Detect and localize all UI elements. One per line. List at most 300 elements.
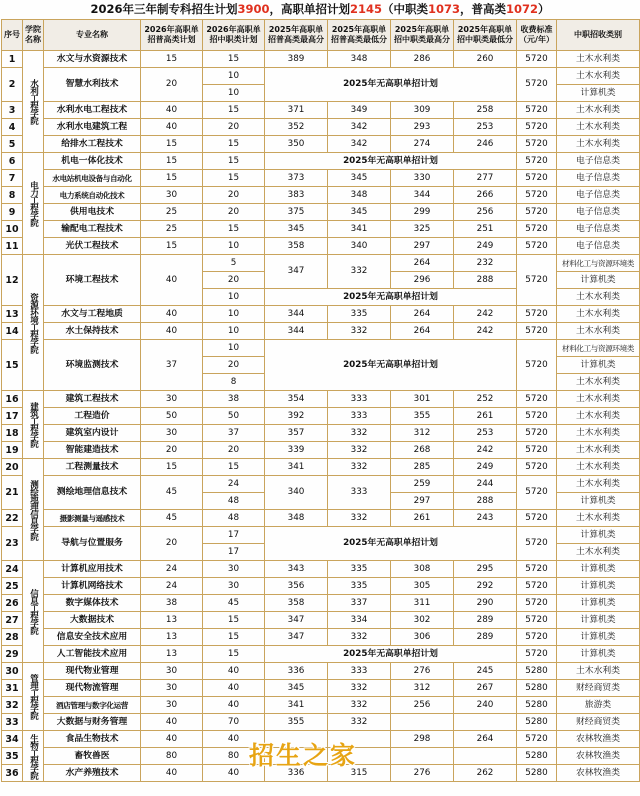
- row-no: 21: [2, 476, 23, 510]
- zhongzhi-max: 268: [391, 442, 454, 459]
- row-no: 32: [2, 697, 23, 714]
- zhongzhi-max: 355: [391, 408, 454, 425]
- row-no: 11: [2, 238, 23, 255]
- pugao-min: 340: [328, 238, 391, 255]
- pugao-min: 332: [328, 459, 391, 476]
- pugao-plan: 30: [141, 391, 203, 408]
- row-no: 29: [2, 646, 23, 663]
- major-name: 水利水电工程技术: [44, 102, 141, 119]
- fee: 5720: [517, 561, 557, 578]
- major-name: 供用电技术: [44, 204, 141, 221]
- fee: 5720: [517, 255, 557, 306]
- zhongzhi-plan: 20: [203, 272, 265, 289]
- pugao-max: 347: [265, 255, 328, 289]
- pugao-max: 383: [265, 187, 328, 204]
- fee: 5280: [517, 765, 557, 782]
- table-row: [2, 578, 640, 595]
- fee: 5720: [517, 408, 557, 425]
- table-row: [2, 68, 640, 85]
- zhongzhi-plan: 40: [203, 680, 265, 697]
- pugao-min: 332: [328, 680, 391, 697]
- major-name: 水土保持技术: [44, 323, 141, 340]
- table-row: [2, 663, 640, 680]
- pugao-min: 315: [328, 765, 391, 782]
- zhongzhi-min: 240: [454, 697, 517, 714]
- zhongzhi-min: 292: [454, 578, 517, 595]
- table-row: [2, 153, 640, 170]
- pugao-plan: 30: [141, 187, 203, 204]
- pugao-plan: 40: [141, 102, 203, 119]
- major-name: 智能建造技术: [44, 442, 141, 459]
- pugao-min: 345: [328, 204, 391, 221]
- zhongzhi-max: 306: [391, 629, 454, 646]
- zhongzhi-plan: 45: [203, 595, 265, 612]
- row-no: 18: [2, 425, 23, 442]
- zhongzhi-plan: 15: [203, 153, 265, 170]
- zhongzhi-min: 261: [454, 408, 517, 425]
- row-no: 30: [2, 663, 23, 680]
- major-name: 摄影测量与遥感技术: [44, 510, 141, 527]
- pugao-max: 348: [265, 510, 328, 527]
- fee: 5280: [517, 663, 557, 680]
- pugao-min: 334: [328, 612, 391, 629]
- major-name: 酒店管理与数字化运营: [44, 697, 141, 714]
- pugao-min: 332: [328, 510, 391, 527]
- pugao-max: 341: [265, 459, 328, 476]
- table-row: [2, 629, 640, 646]
- category: 土木水利类: [557, 476, 640, 493]
- fee: 5720: [517, 476, 557, 510]
- category: 农林牧渔类: [557, 765, 640, 782]
- major-name: 畜牧兽医: [44, 748, 141, 765]
- zhongzhi-min: 244: [454, 476, 517, 493]
- category: 计算机类: [557, 493, 640, 510]
- major-name: 电力系统自动化技术: [44, 187, 141, 204]
- zhongzhi-plan: 15: [203, 646, 265, 663]
- fee: 5720: [517, 102, 557, 119]
- category: 土木水利类: [557, 119, 640, 136]
- pugao-min: 332: [328, 425, 391, 442]
- school-name: 水利工程学院: [23, 51, 44, 153]
- zhongzhi-max: 297: [391, 493, 454, 510]
- pugao-min: 337: [328, 595, 391, 612]
- row-no: 23: [2, 527, 23, 561]
- zhongzhi-max: 285: [391, 459, 454, 476]
- category: 计算机类: [557, 595, 640, 612]
- pugao-min: 341: [328, 221, 391, 238]
- no-plan-note: 2025年无高职单招计划: [265, 646, 517, 663]
- zhongzhi-min: 277: [454, 170, 517, 187]
- zhongzhi-min: 264: [454, 731, 517, 748]
- pugao-min: 348: [328, 187, 391, 204]
- category: 计算机类: [557, 272, 640, 289]
- row-no: 26: [2, 595, 23, 612]
- zhongzhi-plan: 20: [203, 204, 265, 221]
- zhongzhi-plan: 10: [203, 306, 265, 323]
- pugao-max: 341: [265, 697, 328, 714]
- no-plan-note: 2025年无高职单招计划: [265, 527, 517, 561]
- header-pugao-max: 2025年高职单招普高类最高分: [265, 20, 328, 51]
- fee: 5280: [517, 680, 557, 697]
- pugao-max: 358: [265, 238, 328, 255]
- zhongzhi-plan: 15: [203, 136, 265, 153]
- zhongzhi-min: 245: [454, 663, 517, 680]
- row-no: 9: [2, 204, 23, 221]
- table-row: [2, 442, 640, 459]
- zhongzhi-plan: 20: [203, 187, 265, 204]
- row-no: 6: [2, 153, 23, 170]
- school-name: 资源环境工程学院: [23, 255, 44, 391]
- zhongzhi-plan: 80: [203, 748, 265, 765]
- pugao-min: 333: [328, 663, 391, 680]
- fee: 5720: [517, 170, 557, 187]
- zhongzhi-plan: 10: [203, 323, 265, 340]
- table-row: [2, 714, 640, 731]
- zhongzhi-plan: 15: [203, 629, 265, 646]
- zhongzhi-max: 299: [391, 204, 454, 221]
- pugao-min: 348: [328, 51, 391, 68]
- major-name: 水电站机电设备与自动化: [44, 170, 141, 187]
- pugao-plan: 13: [141, 646, 203, 663]
- zhongzhi-plan: 48: [203, 493, 265, 510]
- zhongzhi-plan: 10: [203, 85, 265, 102]
- major-name: 大数据技术: [44, 612, 141, 629]
- table-row: [2, 136, 640, 153]
- category: 土木水利类: [557, 510, 640, 527]
- major-name: 建筑室内设计: [44, 425, 141, 442]
- row-no: 16: [2, 391, 23, 408]
- row-no: 14: [2, 323, 23, 340]
- table-row: [2, 476, 640, 493]
- pugao-max: 345: [265, 680, 328, 697]
- pugao-plan: 40: [141, 714, 203, 731]
- category: 计算机类: [557, 612, 640, 629]
- pugao-max: 371: [265, 102, 328, 119]
- school-name: 管理工程学院: [23, 663, 44, 731]
- table-row: [2, 459, 640, 476]
- row-no: 33: [2, 714, 23, 731]
- category: 土木水利类: [557, 306, 640, 323]
- pugao-min: 345: [328, 170, 391, 187]
- category: 旅游类: [557, 697, 640, 714]
- pugao-min: 342: [328, 119, 391, 136]
- table-row: [2, 425, 640, 442]
- category: 农林牧渔类: [557, 748, 640, 765]
- fee: 5720: [517, 221, 557, 238]
- zhongzhi-min: 242: [454, 442, 517, 459]
- table-row: [2, 680, 640, 697]
- pugao-plan: 15: [141, 459, 203, 476]
- category: 土木水利类: [557, 408, 640, 425]
- pugao-max: 343: [265, 561, 328, 578]
- category: 土木水利类: [557, 442, 640, 459]
- row-no: 8: [2, 187, 23, 204]
- school-name: 建筑工程学院: [23, 391, 44, 459]
- fee: 5720: [517, 578, 557, 595]
- zhongzhi-min: 242: [454, 306, 517, 323]
- pugao-plan: 50: [141, 408, 203, 425]
- pugao-max: 336: [265, 765, 328, 782]
- zhongzhi-plan: 70: [203, 714, 265, 731]
- zhongzhi-min: 242: [454, 323, 517, 340]
- pugao-max: 336: [265, 663, 328, 680]
- pugao-max: 375: [265, 204, 328, 221]
- zhongzhi-plan: 20: [203, 119, 265, 136]
- pugao-max: 373: [265, 170, 328, 187]
- header-pugao-plan: 2026年高职单招普高类计划: [141, 20, 203, 51]
- pugao-min: 333: [328, 476, 391, 510]
- category: 土木水利类: [557, 68, 640, 85]
- table-row: [2, 221, 640, 238]
- fee: 5720: [517, 731, 557, 748]
- zhongzhi-min: [454, 748, 517, 765]
- zhongzhi-min: 232: [454, 255, 517, 272]
- zhongzhi-max: 344: [391, 187, 454, 204]
- zhongzhi-min: 288: [454, 493, 517, 510]
- zhongzhi-plan: 15: [203, 51, 265, 68]
- table-row: [2, 306, 640, 323]
- pugao-plan: 24: [141, 578, 203, 595]
- category: 农林牧渔类: [557, 731, 640, 748]
- pugao-plan: 13: [141, 629, 203, 646]
- major-name: 智慧水利技术: [44, 68, 141, 102]
- zhongzhi-plan: 48: [203, 510, 265, 527]
- table-row: [2, 187, 640, 204]
- row-no: 15: [2, 340, 23, 391]
- header-row: [2, 20, 640, 51]
- major-name: 工程测量技术: [44, 459, 141, 476]
- category: 财经商贸类: [557, 714, 640, 731]
- pugao-min: 332: [328, 323, 391, 340]
- zhongzhi-max: 312: [391, 680, 454, 697]
- fee: 5720: [517, 68, 557, 102]
- zhongzhi-min: 288: [454, 272, 517, 289]
- major-name: 测绘地理信息技术: [44, 476, 141, 510]
- category: 计算机类: [557, 357, 640, 374]
- category: 计算机类: [557, 527, 640, 544]
- pugao-max: 356: [265, 578, 328, 595]
- zhongzhi-plan: 8: [203, 374, 265, 391]
- pugao-plan: 24: [141, 561, 203, 578]
- pugao-min: 335: [328, 578, 391, 595]
- fee: 5720: [517, 391, 557, 408]
- pugao-min: 335: [328, 306, 391, 323]
- pugao-plan: 30: [141, 697, 203, 714]
- pugao-plan: 37: [141, 340, 203, 391]
- major-name: 环境工程技术: [44, 255, 141, 306]
- zhongzhi-plan: 10: [203, 68, 265, 85]
- pugao-max: 347: [265, 612, 328, 629]
- zhongzhi-min: 267: [454, 680, 517, 697]
- category: 土木水利类: [557, 102, 640, 119]
- zhongzhi-min: 253: [454, 425, 517, 442]
- major-name: 机电一体化技术: [44, 153, 141, 170]
- zhongzhi-plan: 40: [203, 731, 265, 748]
- zhongzhi-plan: 24: [203, 476, 265, 493]
- pugao-plan: 40: [141, 731, 203, 748]
- row-no: 13: [2, 306, 23, 323]
- row-no: 19: [2, 442, 23, 459]
- row-no: 7: [2, 170, 23, 187]
- table-row: [2, 255, 640, 272]
- pugao-max: 344: [265, 323, 328, 340]
- zhongzhi-plan: 15: [203, 221, 265, 238]
- fee: 5720: [517, 204, 557, 221]
- fee: 5720: [517, 646, 557, 663]
- category: 土木水利类: [557, 425, 640, 442]
- zhongzhi-max: 276: [391, 663, 454, 680]
- fee: 5720: [517, 595, 557, 612]
- zhongzhi-max: 274: [391, 136, 454, 153]
- category: 电子信息类: [557, 153, 640, 170]
- zhongzhi-max: [391, 748, 454, 765]
- major-name: 工程造价: [44, 408, 141, 425]
- zhongzhi-min: 256: [454, 204, 517, 221]
- table-row: [2, 408, 640, 425]
- pugao-max: 355: [265, 714, 328, 731]
- pugao-max: 339: [265, 442, 328, 459]
- category: 材料化工与资源环境类: [557, 255, 640, 272]
- category: 土木水利类: [557, 459, 640, 476]
- fee: 5720: [517, 323, 557, 340]
- major-name: 计算机网络技术: [44, 578, 141, 595]
- zhongzhi-min: 260: [454, 51, 517, 68]
- pugao-plan: 15: [141, 170, 203, 187]
- zhongzhi-plan: 37: [203, 425, 265, 442]
- enrollment-table: [1, 19, 640, 782]
- pugao-plan: 40: [141, 765, 203, 782]
- table-row: [2, 119, 640, 136]
- fee: 5720: [517, 306, 557, 323]
- table-row: [2, 561, 640, 578]
- category: 土木水利类: [557, 544, 640, 561]
- category: 财经商贸类: [557, 680, 640, 697]
- zhongzhi-max: 302: [391, 612, 454, 629]
- category: 电子信息类: [557, 238, 640, 255]
- zhongzhi-plan: 20: [203, 357, 265, 374]
- zhongzhi-max: [391, 714, 454, 731]
- row-no: 12: [2, 255, 23, 306]
- zhongzhi-plan: 20: [203, 442, 265, 459]
- major-name: 人工智能技术应用: [44, 646, 141, 663]
- major-name: 水产养殖技术: [44, 765, 141, 782]
- pugao-min: 332: [328, 442, 391, 459]
- header-school: 学院名称: [23, 20, 44, 51]
- pugao-plan: 38: [141, 595, 203, 612]
- major-name: 输配电工程技术: [44, 221, 141, 238]
- fee: 5720: [517, 238, 557, 255]
- fee: 5720: [517, 136, 557, 153]
- pugao-plan: 25: [141, 204, 203, 221]
- major-name: 水文与工程地质: [44, 306, 141, 323]
- major-name: 现代物流管理: [44, 680, 141, 697]
- zhongzhi-max: 325: [391, 221, 454, 238]
- pugao-plan: 40: [141, 323, 203, 340]
- major-name: 水利水电建筑工程: [44, 119, 141, 136]
- zhongzhi-min: 243: [454, 510, 517, 527]
- table-row: [2, 238, 640, 255]
- zhongzhi-max: 309: [391, 102, 454, 119]
- category: 土木水利类: [557, 663, 640, 680]
- header-category: 中职招收类别: [557, 20, 640, 51]
- pugao-min: 349: [328, 102, 391, 119]
- pugao-plan: 40: [141, 255, 203, 306]
- zhongzhi-max: 264: [391, 323, 454, 340]
- table-row: [2, 340, 640, 357]
- row-no: 20: [2, 459, 23, 476]
- pugao-max: 347: [265, 629, 328, 646]
- major-name: 给排水工程技术: [44, 136, 141, 153]
- zhongzhi-max: 286: [391, 51, 454, 68]
- fee: 5720: [517, 510, 557, 527]
- zhongzhi-min: 295: [454, 561, 517, 578]
- table-row: [2, 510, 640, 527]
- row-no: 27: [2, 612, 23, 629]
- pugao-plan: 40: [141, 306, 203, 323]
- category: 土木水利类: [557, 391, 640, 408]
- zhongzhi-plan: 15: [203, 170, 265, 187]
- page-title: 2026年三年制专科招生计划3900，高职单招计划2145（中职类1073，普高类1072）: [90, 2, 550, 16]
- header-pugao-min: 2025年高职单招普高类最低分: [328, 20, 391, 51]
- pugao-max: 340: [265, 476, 328, 510]
- pugao-max: 354: [265, 391, 328, 408]
- zhongzhi-plan: 50: [203, 408, 265, 425]
- category: 电子信息类: [557, 170, 640, 187]
- pugao-plan: 80: [141, 748, 203, 765]
- pugao-max: 350: [265, 136, 328, 153]
- row-no: 5: [2, 136, 23, 153]
- pugao-max: 357: [265, 425, 328, 442]
- zhongzhi-plan: 30: [203, 578, 265, 595]
- zhongzhi-max: 311: [391, 595, 454, 612]
- school-name: 电力工程学院: [23, 153, 44, 255]
- pugao-plan: 15: [141, 238, 203, 255]
- pugao-plan: 15: [141, 51, 203, 68]
- category: 计算机类: [557, 561, 640, 578]
- fee: 5720: [517, 442, 557, 459]
- watermark-logo: 招生之家: [249, 741, 358, 770]
- zhongzhi-plan: 38: [203, 391, 265, 408]
- category: 电子信息类: [557, 187, 640, 204]
- row-no: 36: [2, 765, 23, 782]
- table-row: [2, 170, 640, 187]
- zhongzhi-min: 289: [454, 629, 517, 646]
- zhongzhi-max: 297: [391, 238, 454, 255]
- zhongzhi-max: 293: [391, 119, 454, 136]
- zhongzhi-max: 296: [391, 272, 454, 289]
- pugao-plan: 30: [141, 663, 203, 680]
- table-row: [2, 323, 640, 340]
- fee: 5720: [517, 187, 557, 204]
- no-plan-note: 2025年无高职单招计划: [265, 289, 517, 306]
- major-name: 现代物业管理: [44, 663, 141, 680]
- pugao-max: 392: [265, 408, 328, 425]
- category: 电子信息类: [557, 221, 640, 238]
- zhongzhi-min: 246: [454, 136, 517, 153]
- header-major: 专业名称: [44, 20, 141, 51]
- zhongzhi-min: 262: [454, 765, 517, 782]
- header-zhongzhi-plan: 2026年高职单招中职类计划: [203, 20, 265, 51]
- zhongzhi-min: 266: [454, 187, 517, 204]
- pugao-plan: 45: [141, 510, 203, 527]
- pugao-min: 332: [328, 714, 391, 731]
- fee: 5280: [517, 748, 557, 765]
- pugao-max: 344: [265, 306, 328, 323]
- pugao-plan: 20: [141, 527, 203, 561]
- row-no: 17: [2, 408, 23, 425]
- major-name: 导航与位置服务: [44, 527, 141, 561]
- school-name: 信息工程学院: [23, 561, 44, 663]
